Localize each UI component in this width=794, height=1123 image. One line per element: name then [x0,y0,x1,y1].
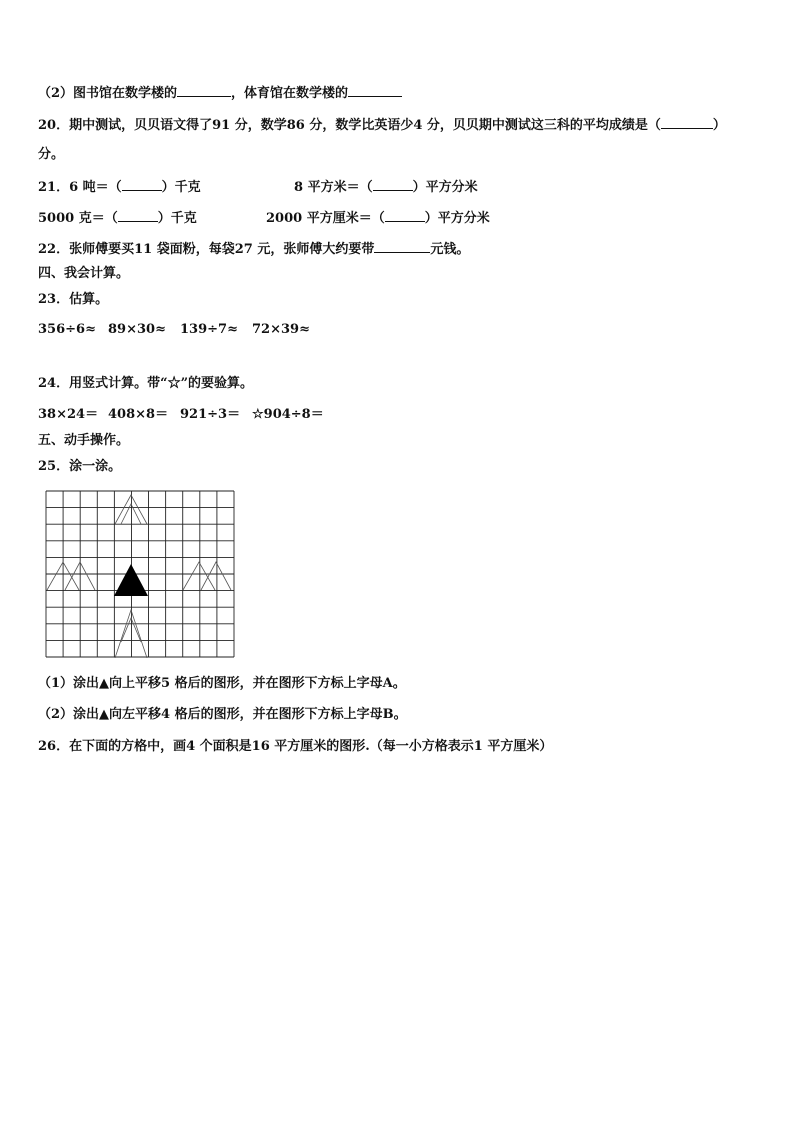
q24-title: 24．用竖式计算。带“☆”的要验算。 [38,376,254,391]
q25-title: 25．涂一涂。 [38,459,122,474]
chevron-up-icon [183,562,215,590]
q23-item: 356÷6≈ [38,322,96,337]
q23-item: 89×30≈ [108,322,166,337]
chevron-up-icon [115,495,147,524]
q22-line [38,240,469,258]
q26-text: 26．在下面的方格中，画4 个面积是16 平方厘米的图形.（每一小方格表示1 平方厘米） [38,739,553,754]
q21-b [294,178,478,196]
guide-chevrons [47,495,231,658]
q19-part2-text2: ，体育馆在数学楼的 [231,86,349,101]
q24-item: ☆904÷8＝ [252,407,324,422]
q24-item: 38×24＝ [38,407,99,422]
answer-blank[interactable] [661,116,713,129]
answer-blank[interactable] [122,178,162,191]
q21-a-unit: ）千克 [161,180,201,195]
translation-grid[interactable] [45,490,235,658]
q22-unit: 元钱。 [430,242,470,257]
q19-part2-text1: （2）图书馆在数学楼的 [38,86,178,101]
q20-close-paren: ） [712,118,726,133]
chevron-up-icon [201,562,231,590]
answer-blank[interactable] [385,209,425,222]
q23-item: 72×39≈ [252,322,310,337]
answer-blank[interactable] [118,209,158,222]
q19-part2-line [38,84,402,102]
q24-item: 408×8＝ [108,407,169,422]
section-heading: 四、我会计算。 [38,266,130,281]
q21-b-prefix: 8 平方米＝（ [294,180,373,195]
q25-sub1: （1）涂出▲向上平移5 格后的图形，并在图形下方标上字母A。 [38,676,406,691]
q23-item: 139÷7≈ [180,322,238,337]
answer-blank[interactable] [373,178,413,191]
q20-line2: 分。 [38,147,65,162]
q21-d [266,209,490,227]
q25-sub2: （2）涂出▲向左平移4 格后的图形，并在图形下方标上字母B。 [38,707,407,722]
answer-blank[interactable] [177,84,231,97]
answer-blank[interactable] [374,240,430,253]
q21-c-unit: ）千克 [157,211,197,226]
q21-a-prefix: 21．6 吨＝（ [38,180,122,195]
section-heading: 五、动手操作。 [38,433,130,448]
black-triangle-shape [114,564,148,596]
q21-c-prefix: 5000 克＝（ [38,211,118,226]
q21-c [38,209,197,227]
q23-title: 23．估算。 [38,292,109,307]
answer-blank[interactable] [348,84,402,97]
q20-text: 20．期中测试，贝贝语文得了91 分，数学86 分，数学比英语少4 分，贝贝期中测试这三科的平均成绩是（ [38,118,661,133]
q20-line1 [38,116,726,134]
q22-text: 22．张师傅要买11 袋面粉，每袋27 元，张师傅大约要带 [38,242,375,257]
q21-a [38,178,201,196]
q21-b-unit: ）平方分米 [412,180,478,195]
q21-d-prefix: 2000 平方厘米＝（ [266,211,385,226]
q24-item: 921÷3＝ [180,407,241,422]
q21-d-unit: ）平方分米 [424,211,490,226]
